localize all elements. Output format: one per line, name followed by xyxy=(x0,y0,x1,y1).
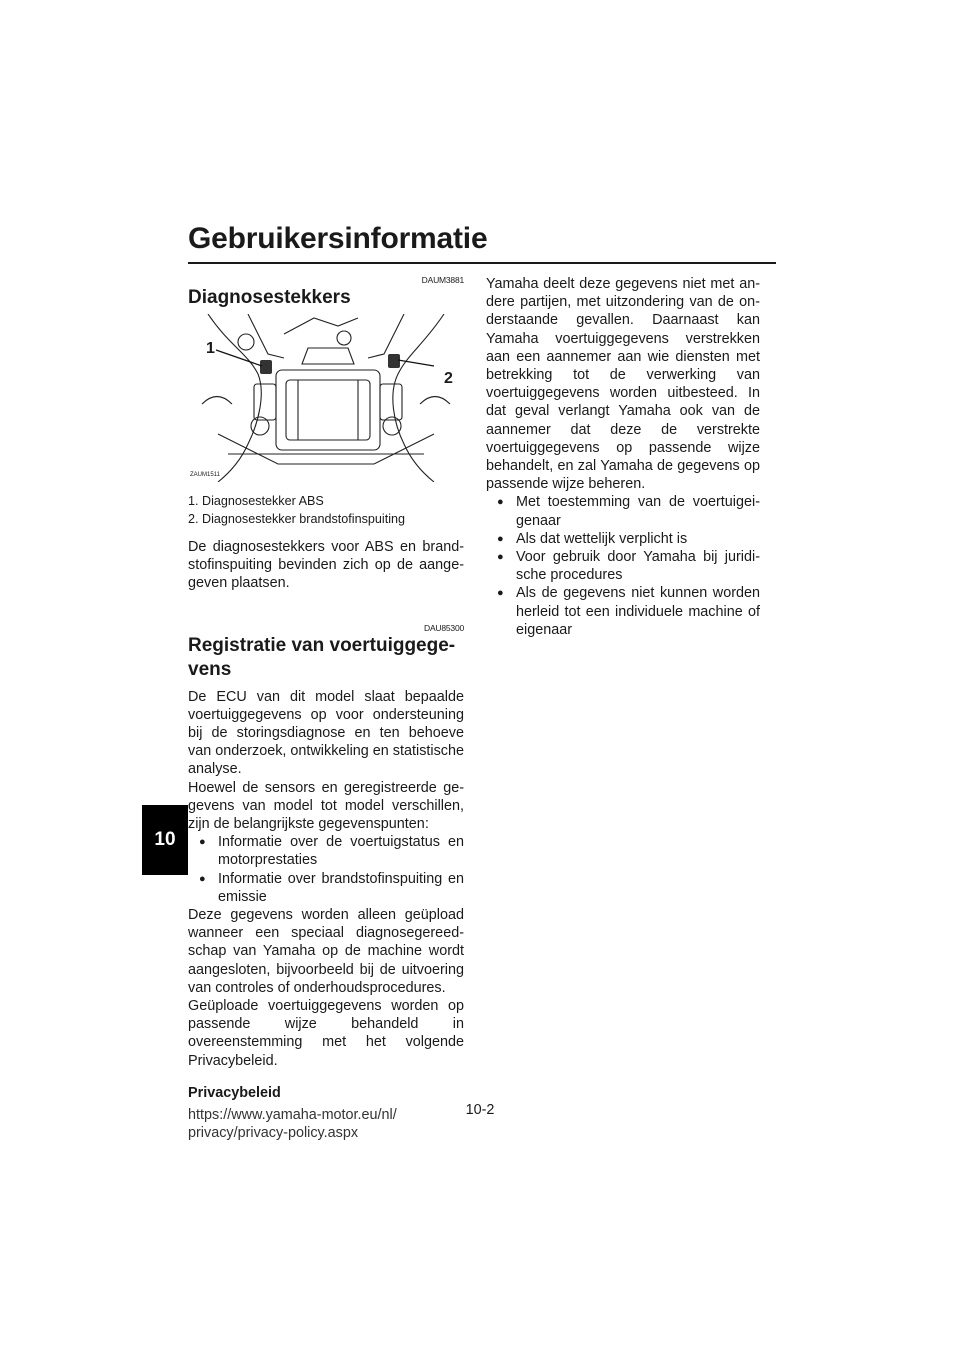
figure-captions xyxy=(188,492,464,528)
list-item: ● Informatie over brandstofinspuiting en emissie xyxy=(199,870,464,905)
section-code: DAU85300 xyxy=(424,622,464,633)
bullet-icon: ● xyxy=(497,587,504,600)
list-item: ● Voor gebruik door Yamaha bij juridische procedures xyxy=(497,549,760,584)
chapter-tab: 10 xyxy=(142,805,188,875)
bullet-icon: ● xyxy=(199,836,206,849)
list-item: ● Als de gegevens niet kunnen worden herleid tot een individuele machine of eigenaar xyxy=(497,585,760,638)
privacy-url-line2: privacy/privacy-policy.aspx xyxy=(188,1125,359,1142)
motorcycle-illustration xyxy=(188,314,464,482)
left-column xyxy=(188,275,464,1142)
section-title-diagnosestekkers: Diagnosestekkers xyxy=(188,287,351,308)
section-code: DAUM3881 xyxy=(421,275,464,285)
list-item: ● Informatie over de voertuigstatus en motorprestaties xyxy=(199,834,464,869)
diagnostic-connectors-figure xyxy=(188,314,464,482)
callout-2: 2 xyxy=(444,370,453,387)
diagnosestekkers-body: De diagnosestekkers voor ABS en brandstofinspuiting bevinden zich op de aangegeven plaatsen. xyxy=(188,539,464,592)
bullet-icon: ● xyxy=(497,496,504,509)
registratie-para4: Geüploade voertuiggegevens worden op passende wijze behandeld in overeenstemming met het volgende Privacybeleid. xyxy=(188,998,464,1069)
section-title-registratie xyxy=(188,634,464,682)
page-title: Gebruikersinformatie xyxy=(188,222,488,255)
registratie-para3: Deze gegevens worden alleen geüpload wanneer een speciaal diagnosegereedschap van Yamaha op de machine wordt aangesloten, bijvoorbeeld bij de uitvoering van controles of onderhoudsprocedures. xyxy=(188,907,464,996)
bullet-icon: ● xyxy=(199,872,206,885)
right-para1: Yamaha deelt deze gegevens niet met andere partijen, met uitzondering van de onderstaande gevallen. Daarnaast kan Yamaha voertuiggegevens verstrekken aan een aannemer aan wie diensten met betrekking tot de verwerking van voertuiggegevens worden uitbesteed. In dat geval verlangt Yamaha ook van de aannemer dat deze de verstrekte voertuiggegevens op passende wijze behandelt, en zal Yamaha de gegevens op passende wijze beheren. xyxy=(486,276,760,493)
privacy-heading: Privacybeleid xyxy=(188,1084,281,1101)
list-item: ● Met toestemming van de voertuigeigenaar xyxy=(497,494,760,529)
caption-2: 2. Diagnosestekker brandstofinspuiting xyxy=(188,512,406,526)
datapoints-list xyxy=(188,833,464,906)
privacy-url-line1: https://www.yamaha-motor.eu/nl/ xyxy=(188,1106,397,1123)
registratie-para1: De ECU van dit model slaat bepaalde voertuiggegevens op voor ondersteuning bij de storingsdiagnose en ten behoeve van onderzoek, ontwikkeling en statistische analyse. xyxy=(188,688,464,778)
right-column xyxy=(486,275,760,639)
registratie-para2: Hoewel de sensors en geregistreerde gegevens van model tot model verschillen, zijn de belangrijkste gegevenspunten: xyxy=(188,779,464,833)
bullet-icon: ● xyxy=(497,532,504,545)
figure-code: ZAUM1511 xyxy=(190,472,220,478)
sharing-exceptions-list xyxy=(486,493,760,639)
section-title-line1: Registratie van voertuiggege- xyxy=(188,634,456,656)
callout-1: 1 xyxy=(206,340,215,357)
section-title-line2: vens xyxy=(188,658,232,680)
bullet-icon: ● xyxy=(497,551,504,564)
list-item: ● Als dat wettelijk verplicht is xyxy=(497,530,688,547)
page-number: 10-2 xyxy=(465,1102,495,1118)
caption-1: 1. Diagnosestekker ABS xyxy=(188,494,324,508)
header-rule xyxy=(188,262,776,264)
